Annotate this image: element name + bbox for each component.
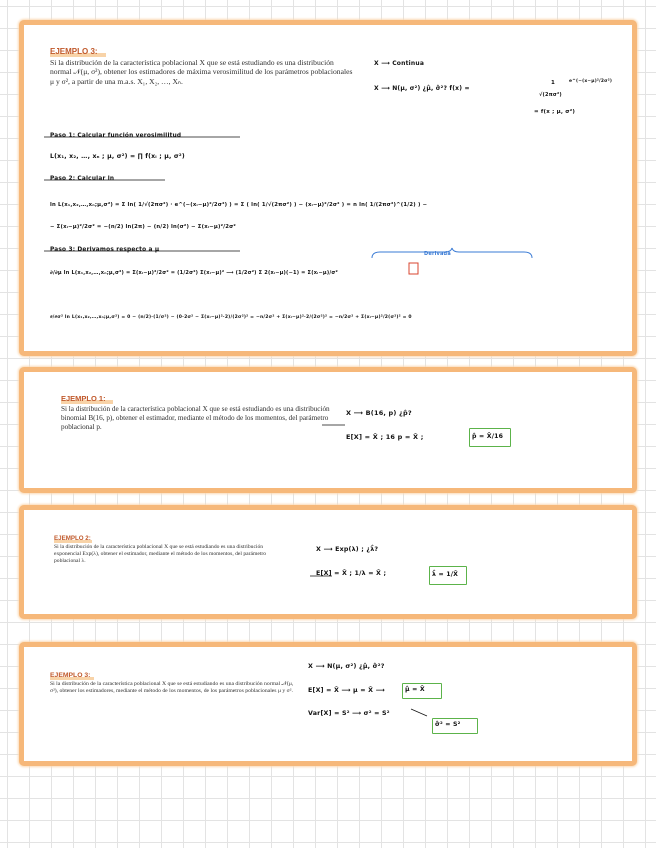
hw-density-numerator: 1 [551,80,556,86]
hw-mean-equation: E[X] = X̄ ⟶ μ = X̄ ⟶ [308,687,385,694]
example-title: EJEMPLO 2: [54,535,91,542]
hw-estimator-lambda: λ̂ = 1/X̄ [432,571,459,578]
example-title: EJEMPLO 3: [50,47,98,56]
hw-density-alias: = f(x ; μ, σ²) [534,109,576,115]
example-title: EJEMPLO 3: [50,672,91,679]
hw-moment-equation: E[X] = X̄ ; 16 p = X̄ ; [346,433,424,441]
hw-moment-equation: E[X] = X̄ ; 1/λ = X̄ ; [316,570,387,577]
example-statement: Si la distribución de la característica poblacional X que se está estudiando es una distribución exponencial Exp(λ), obtener el estimador, mediante el método de los momentos, del parámetro poblacional λ. [54,544,267,564]
hw-normal-density: X ⟶ N(μ, σ²) ¿μ̂, σ̂²? f(x) = [374,85,470,92]
hw-estimator-sigma: σ̂² = S² [435,721,461,728]
hw-likelihood: L(x₁, x₂, …, xₙ ; μ, σ²) = ∏ f(xᵢ ; μ, σ²) [50,153,185,160]
hw-derivada-label: Derivada [424,251,451,257]
example-statement: Si la distribución de la característica poblacional X que se está estudiando es una distribución normal 𝒩(μ, σ²), obtener los estimadores de máxima verosimilitud de los parámetros poblacionales μ y σ², a partir de una m.a.s. X₁, X₂, …, Xₙ. [50,58,353,86]
hw-density-denominator: √(2πσ²) [539,92,562,98]
example-statement: Si la distribución de la característica poblacional X que se está estudiando es una distribución binomial B(16, p), obtener el estimador, mediante el método de los momentos, del parámetro poblacional p. [61,405,330,431]
hw-ln-line-1: ln L(x₁,x₂,…,xₙ;μ,σ²) = Σ ln( 1/√(2πσ²) · e^(−(xᵢ−μ)²/2σ²) ) = Σ ( ln( 1/√(2πσ²) ) − (xᵢ−μ)²/2σ² ) = n ln( 1/(2πσ²)^(1/2) ) − [50,202,428,208]
hw-ln-line-2: − Σ(xᵢ−μ)²/2σ² = −(n/2) ln(2π) − (n/2) ln(σ²) − Σ(xᵢ−μ)²/2σ² [50,224,236,230]
example-statement: Si la distribución de la característica poblacional X que se está estudiando es una distribución normal 𝒩(μ, σ²), obtener los estimadores, mediante el método de los momentos, de los parámetros poblacionales μ y σ². [50,681,294,695]
hw-continua: X ⟶ Continua [374,60,425,67]
hw-normal: X ⟶ N(μ, σ²) ¿μ̂, σ̂²? [308,663,385,670]
hw-paso-2: Paso 2: Calcular ln [50,176,115,182]
hw-exponential: X ⟶ Exp(λ) ; ¿λ̂? [316,546,379,553]
hw-density-exponent: e^(−(x−μ)²/2σ²) [569,79,613,84]
hw-estimator-mu: μ̂ = X̄ [405,686,425,693]
hw-binomial: X ⟶ B(16, p) ¿p̂? [346,409,412,417]
hw-deriv-mu: ∂/∂μ ln L(x₁,x₂,…,xₙ;μ,σ²) = Σ(xᵢ−μ)²/2σ² = (1/2σ²) Σ(xᵢ−μ)² ⟶ (1/2σ²) Σ 2(xᵢ−μ)(−1) = Σ(xᵢ−μ)/σ² [50,270,338,276]
hw-paso-1: Paso 1: Calcular función verosimilitud [50,133,182,139]
hw-deriv-sigma: ∂/∂σ² ln L(x₁,x₂,…,xₙ;μ,σ²) = 0 − (n/2)·(1/σ²) − (0·2σ² − Σ(xᵢ−μ)²·2)/(2σ²)² = −n/2σ² + Σ(xᵢ−μ)²·2/(2σ²)² = −n/2σ² + Σ(xᵢ−μ)²/2(σ²)² = 0 [50,315,412,320]
example-title: EJEMPLO 1: [61,394,106,403]
hw-estimator-p: p̂ = X̄/16 [472,433,504,440]
hw-paso-3: Paso 3: Derivamos respecto a μ [50,247,160,253]
hw-variance-equation: Var[X] = S² ⟶ σ² = S² [308,710,390,717]
